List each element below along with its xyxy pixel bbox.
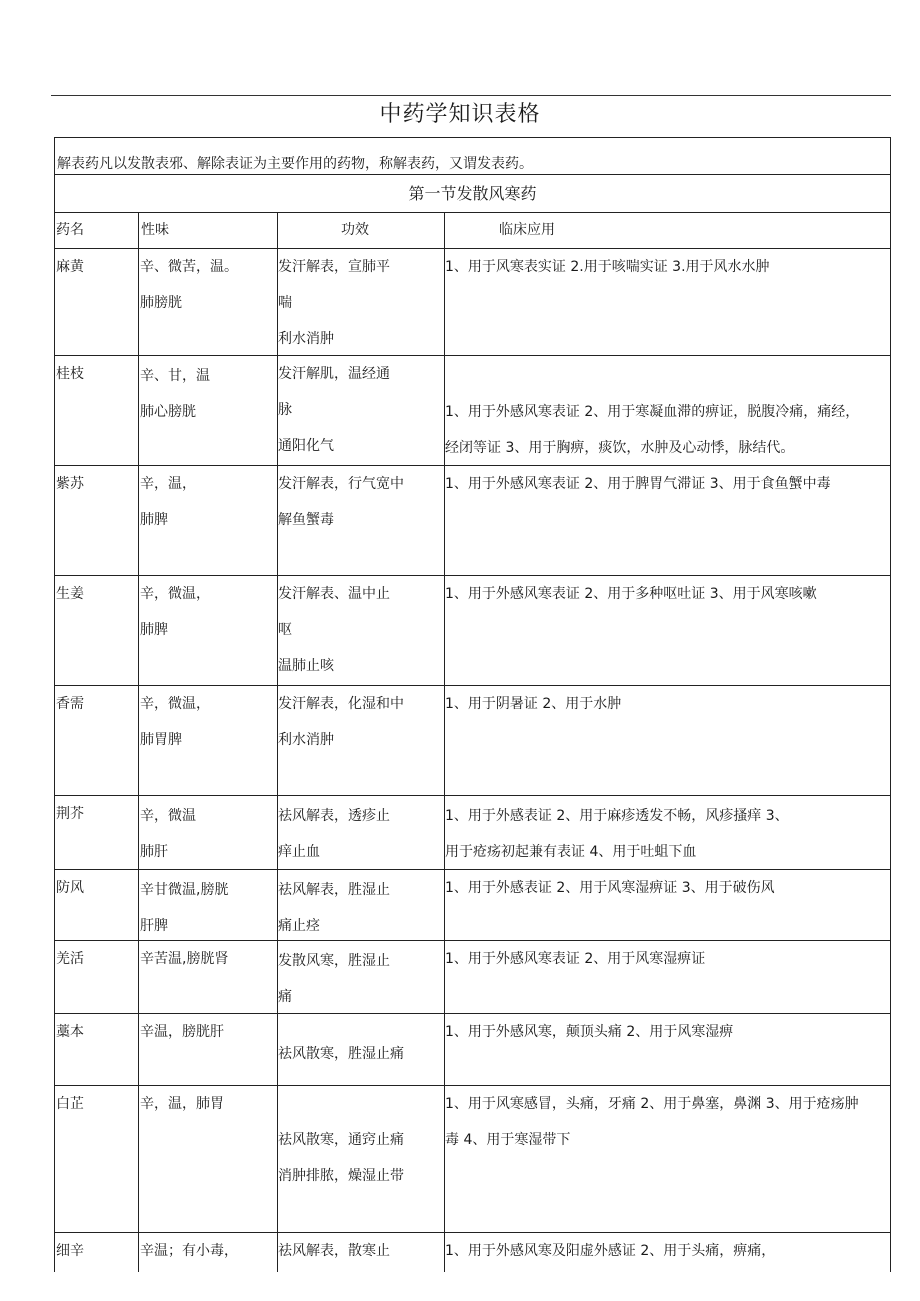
table-row [55, 466, 890, 576]
herb-application [444, 466, 890, 575]
herb-taste [138, 356, 277, 465]
herb-application-line: 1、用于外感表证 2、用于麻疹透发不畅，风疹搔痒 3、 [445, 808, 789, 824]
herb-application-line: 经闭等证 3、用于胸痹，痰饮，水肿及心动悸，脉结代。 [445, 440, 795, 456]
herb-effect-line: 脉 [278, 402, 292, 418]
herb-application-line: 1、用于阴暑证 2、用于水肿 [445, 696, 622, 712]
herb-application-line: 1、用于外感风寒及阳虚外感证 2、用于头痛，痹痛， [445, 1243, 776, 1259]
herb-effect-line: 发汗解肌，温经通 [278, 366, 390, 382]
herb-name: 麻黄 [56, 259, 84, 275]
header-effect: 功效 [341, 222, 369, 238]
herb-taste-line: 辛，微温 [140, 808, 196, 824]
column-divider [138, 212, 139, 1272]
herb-taste [138, 466, 277, 575]
herb-application-line: 1、用于外感风寒表证 2、用于多种呕吐证 3、用于风寒咳嗽 [445, 586, 817, 602]
intro-text: 解表药凡以发散表邪、解除表证为主要作用的药物，称解表药，又谓发表药。 [55, 138, 890, 175]
header-name: 药名 [56, 222, 84, 238]
herb-taste [138, 1233, 277, 1272]
herb-application [444, 1086, 890, 1232]
herb-effect-line: 痒止血 [278, 844, 320, 860]
herb-effect [277, 576, 444, 685]
herb-taste-line: 肺脾 [140, 622, 168, 638]
herb-application [444, 356, 890, 465]
table-row [55, 1086, 890, 1233]
table-row [55, 576, 890, 686]
herb-effect-line: 消肿排脓，燥湿止带 [278, 1168, 404, 1184]
herb-effect-line: 祛风解表，透疹止 [278, 808, 390, 824]
herb-application-line: 1、用于外感风寒表证 2、用于脾胃气滞证 3、用于食鱼蟹中毒 [445, 476, 831, 492]
herb-effect [277, 1233, 444, 1272]
herb-taste-line: 肺心膀胱 [140, 404, 196, 420]
herb-effect [277, 796, 444, 869]
herb-application [444, 686, 890, 795]
herb-application-line: 1、用于外感风寒表证 2、用于寒凝血滞的痹证，脱腹冷痛，痛经， [445, 404, 860, 420]
herb-effect-line: 祛风解表，胜湿止 [278, 882, 390, 898]
herb-application [444, 249, 890, 355]
table-row [55, 941, 890, 1014]
herb-name: 生姜 [56, 586, 84, 602]
table-row [55, 249, 890, 356]
herb-effect-line: 通阳化气 [278, 438, 334, 454]
herb-application-line: 1、用于风寒感冒，头痛，牙痛 2、用于鼻塞，鼻渊 3、用于疮疡肿 [445, 1096, 859, 1112]
herb-application-line: 1、用于风寒表实证 2.用于咳喘实证 3.用于风水水肿 [445, 259, 770, 275]
herb-effect [277, 686, 444, 795]
herb-application-line: 毒 4、用于寒湿带下 [445, 1132, 571, 1148]
table-row [55, 870, 890, 941]
herb-taste-line: 辛甘微温,膀胱 [140, 882, 229, 898]
herb-effect-line: 利水消肿 [278, 331, 334, 347]
herb-effect-line: 祛风散寒，胜湿止痛 [278, 1046, 404, 1062]
herb-effect [277, 1014, 444, 1085]
table-row [55, 356, 890, 466]
herb-taste [138, 576, 277, 685]
herb-taste-line: 肺肝 [140, 844, 168, 860]
herb-application [444, 796, 890, 869]
page-title: 中药学知识表格 [379, 102, 541, 127]
herb-application [444, 941, 890, 1013]
herb-effect-line: 祛风解表，散寒止 [278, 1243, 390, 1259]
herb-effect-line: 发汗解表、温中止 [278, 586, 390, 602]
herb-name: 荆芥 [56, 806, 84, 822]
section-title: 第一节发散风寒药 [55, 175, 890, 213]
herb-taste [138, 870, 277, 940]
herb-name: 紫苏 [56, 476, 84, 492]
herb-application-line: 用于疮疡初起兼有表证 4、用于吐蛆下血 [445, 844, 697, 860]
table-row [55, 686, 890, 796]
herb-effect-line: 喘 [278, 295, 292, 311]
table-header [55, 212, 890, 249]
herb-taste-line: 辛，温， [140, 476, 196, 492]
herb-taste-line: 肺膀胱 [140, 295, 182, 311]
herb-name: 桂枝 [56, 366, 84, 382]
herb-effect [277, 356, 444, 465]
herb-taste-line: 辛、甘，温 [140, 368, 210, 384]
herb-effect-line: 发汗解表，化湿和中 [278, 696, 404, 712]
herb-taste-line: 辛温，膀胱肝 [140, 1024, 224, 1040]
herb-taste-line: 辛，微温， [140, 696, 210, 712]
herb-effect-line: 祛风散寒，通窍止痛 [278, 1132, 404, 1148]
herb-effect-line: 发散风寒，胜湿止 [278, 953, 390, 969]
herb-effect [277, 870, 444, 940]
herb-effect-line: 呕 [278, 622, 292, 638]
table-row [55, 1233, 890, 1272]
herb-name: 防风 [56, 880, 84, 896]
herb-effect-line: 解鱼蟹毒 [278, 512, 334, 528]
herb-effect-line: 发汗解表，宣肺平 [278, 259, 390, 275]
herb-name: 藁本 [56, 1024, 84, 1040]
herb-effect [277, 941, 444, 1013]
herb-application-line: 1、用于外感风寒，颠顶头痛 2、用于风寒湿痹 [445, 1024, 734, 1040]
herb-table [54, 137, 891, 1272]
header-taste: 性味 [141, 222, 169, 238]
header-application: 临床应用 [499, 222, 555, 238]
herb-taste [138, 1086, 277, 1232]
herb-taste-line: 肝脾 [140, 918, 168, 934]
herb-taste [138, 1014, 277, 1085]
herb-taste [138, 941, 277, 1013]
herb-effect-line: 痛 [278, 989, 292, 1005]
herb-application-line: 1、用于外感表证 2、用于风寒湿痹证 3、用于破伤风 [445, 880, 775, 896]
herb-taste-line: 肺脾 [140, 512, 168, 528]
column-divider [444, 212, 445, 1272]
herb-application [444, 870, 890, 940]
herb-taste-line: 辛温；有小毒， [140, 1243, 238, 1259]
herb-taste-line: 辛，微温， [140, 586, 210, 602]
herb-effect-line: 发汗解表，行气宽中 [278, 476, 404, 492]
herb-taste-line: 辛苦温,膀胱肾 [140, 951, 229, 967]
herb-effect-line: 痛止痉 [278, 918, 320, 934]
herb-taste [138, 249, 277, 355]
herb-name: 香需 [56, 696, 84, 712]
table-row [55, 1014, 890, 1086]
column-divider [277, 212, 278, 1272]
herb-taste-line: 辛、微苦，温。 [140, 259, 238, 275]
herb-application [444, 1233, 890, 1272]
table-row [55, 796, 890, 870]
herb-name: 细辛 [56, 1243, 84, 1259]
herb-name: 羌活 [56, 951, 84, 967]
herb-application-line: 1、用于外感风寒表证 2、用于风寒湿痹证 [445, 951, 706, 967]
top-rule [51, 95, 891, 96]
herb-effect-line: 温肺止咳 [278, 658, 334, 674]
herb-effect [277, 466, 444, 575]
herb-effect [277, 1086, 444, 1232]
herb-application [444, 576, 890, 685]
herb-taste-line: 肺胃脾 [140, 732, 182, 748]
herb-taste [138, 686, 277, 795]
herb-effect-line: 利水消肿 [278, 732, 334, 748]
herb-effect [277, 249, 444, 355]
herb-taste-line: 辛，温，肺胃 [140, 1096, 224, 1112]
herb-taste [138, 796, 277, 869]
herb-application [444, 1014, 890, 1085]
herb-name: 白芷 [56, 1096, 84, 1112]
